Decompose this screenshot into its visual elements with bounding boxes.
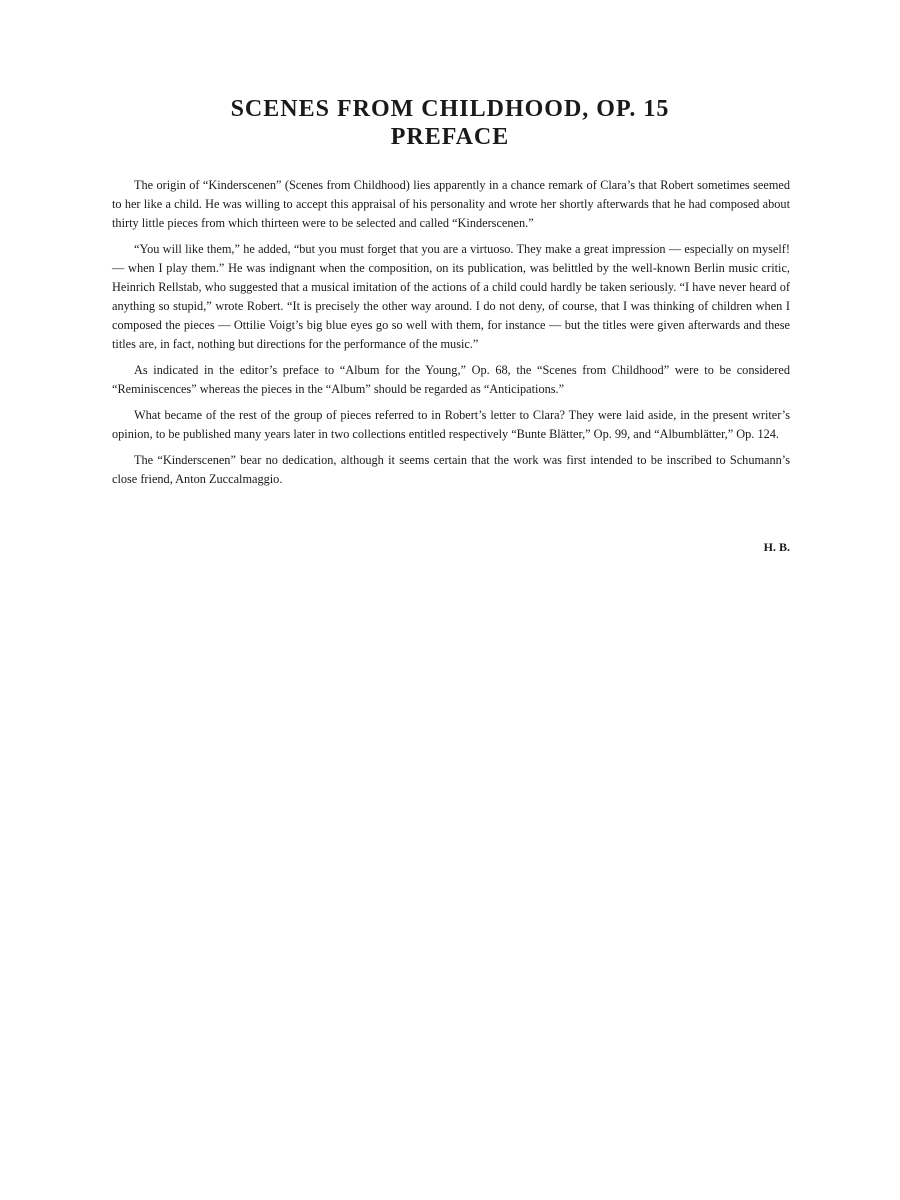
signature: H. B. xyxy=(763,540,790,554)
page-title: SCENES FROM CHILDHOOD, OP. 15 xyxy=(230,96,670,122)
paragraph-album: As indicated in the editor’s preface to “Album for the Young,” Op. 68, the “Scenes from Childhood” were to be considered “Reminiscences” whereas the pieces in the “Album” should be regarded as “Anticipations.” xyxy=(112,363,790,396)
page-subtitle: PREFACE xyxy=(390,124,510,150)
paragraph-quote: “You will like them,” he added, “but you must forget that you are a virtuoso. They make a great impression — especially on myself! — when I play them.” He was indignant when the composition, on its publication, was belittled by the well-known Berlin music critic, Heinrich Rellstab, who suggested that a musical imitation of the actions of a child could hardly be taken seriously. “I have never heard of anything so stupid,” wrote Robert. “It is precisely the other way around. I do not deny, of course, that I was thinking of children when I composed the pieces — Ottilie Voigt’s big blue eyes go so well with them, for instance — but the titles were given afterwards and these titles are, in fact, nothing but directions for the performance of the music.” xyxy=(112,242,790,351)
paragraph-origin: The origin of “Kinderscenen” (Scenes from Childhood) lies apparently in a chance remark of Clara’s that Robert sometimes seemed to her like a child. He was willing to accept this appraisal of his personality and wrote her shortly afterwards that he had composed about thirty little pieces from which thirteen were to be selected and called “Kinderscenen.” xyxy=(112,178,790,230)
paragraph-dedication: The “Kinderscenen” bear no dedication, although it seems certain that the work was first intended to be inscribed to Schumann’s close friend, Anton Zuccalmaggio. xyxy=(112,453,790,486)
paragraph-rest: What became of the rest of the group of pieces referred to in Robert’s letter to Clara? They were laid aside, in the present writer’s opinion, to be published many years later in two collections entitled respectively “Bunte Blätter,” Op. 99, and “Albumblätter,” Op. 124. xyxy=(112,408,790,441)
preface-body xyxy=(112,176,790,496)
